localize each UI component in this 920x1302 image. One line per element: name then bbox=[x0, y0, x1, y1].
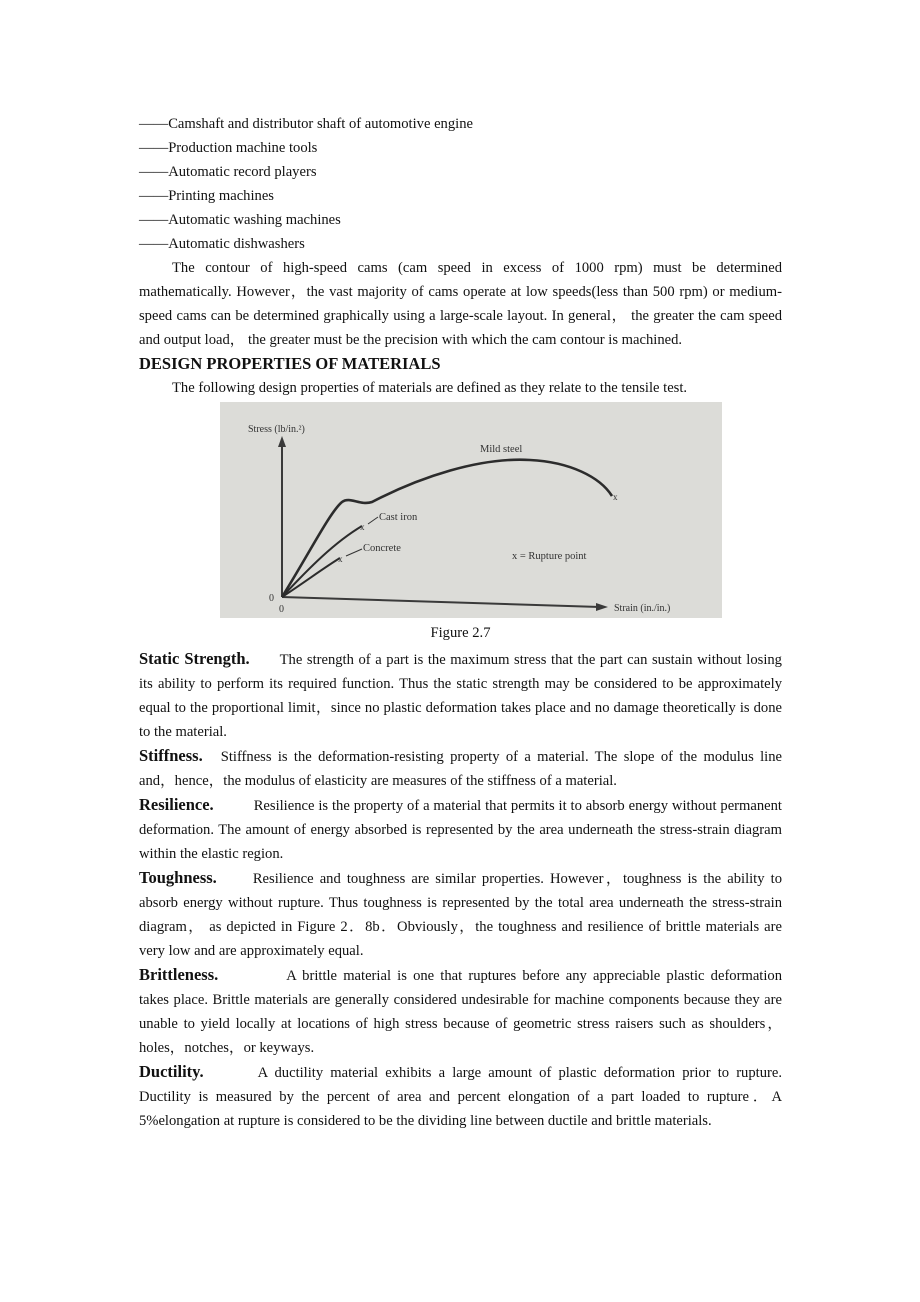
application-list bbox=[139, 112, 782, 256]
mild-steel-label: Mild steel bbox=[480, 444, 523, 455]
definition-text: Resilience is the property of a material that permits it to absorb energy without permanent deformation. The amount of energy absorbed is represented by the area underneath the stress-strain diagram within the elastic region. bbox=[139, 798, 782, 862]
definition-toughness bbox=[139, 866, 782, 963]
x-axis-label: Strain (in./in.) bbox=[614, 603, 671, 614]
definition-brittleness bbox=[139, 963, 782, 1060]
figure-caption: Figure 2.7 bbox=[430, 625, 491, 641]
definition-text: A brittle material is one that ruptures before any appreciable plastic deformation takes place. Brittle materials are generally considered undesirable for machine components because they are unable to yield locally at locations of high stress because of geometric stress raisers such as shoulders，holes，notches，or keyways. bbox=[139, 968, 782, 1056]
definition-text: Stiffness is the deformation-resisting property of a material. The slope of the modulus line and，hence，the modulus of elasticity are measures of the stiffness of a material. bbox=[139, 749, 782, 789]
definition-stiffness bbox=[139, 744, 782, 793]
definition-term: Brittleness. bbox=[139, 965, 219, 984]
cast-iron-label: Cast iron bbox=[379, 512, 418, 523]
rupture-marker-concrete: x bbox=[338, 554, 343, 564]
definition-term: Resilience. bbox=[139, 795, 214, 814]
stress-strain-figure bbox=[220, 402, 722, 618]
list-item: ——Automatic record players bbox=[139, 164, 317, 180]
list-item: ——Camshaft and distributor shaft of automotive engine bbox=[139, 116, 473, 132]
y-axis-label: Stress (lb/in.²) bbox=[248, 424, 305, 435]
rupture-marker-steel: x bbox=[613, 492, 618, 502]
list-item: ——Automatic dishwashers bbox=[139, 236, 305, 252]
definition-resilience bbox=[139, 793, 782, 866]
list-item: ——Production machine tools bbox=[139, 140, 318, 156]
document-page bbox=[139, 112, 782, 1133]
definition-static-strength bbox=[139, 647, 782, 744]
list-item: ——Printing machines bbox=[139, 188, 274, 204]
origin-y-label: 0 bbox=[269, 593, 274, 604]
rupture-marker-cast-iron: x bbox=[360, 522, 365, 532]
definition-term: Ductility. bbox=[139, 1062, 204, 1081]
definition-term: Toughness. bbox=[139, 868, 217, 887]
origin-x-label: 0 bbox=[279, 604, 284, 615]
definition-text: The strength of a part is the maximum stress that the part can sustain without losing its ability to perform its required function. Thus the static strength may be considered to be approximately equal to the proportional limit，since no plastic deformation takes place and no damage theoretically is done to the material. bbox=[139, 652, 782, 740]
definition-text: A ductility material exhibits a large amount of plastic deformation prior to rupture. Ductility is measured by the percent of area and percent elongation of a part loaded to rupture．A 5%elongation at rupture is considered to be the dividing line between ductile and brittle materials. bbox=[139, 1065, 782, 1129]
rupture-legend: x = Rupture point bbox=[512, 551, 587, 562]
definition-term: Static Strength. bbox=[139, 649, 250, 668]
definition-text: Resilience and toughness are similar properties. However，toughness is the ability to absorb energy without rupture. Thus toughness is represented by the total area underneath the stress-strain diagram， as depicted in Figure 2．8b．Obviously，the toughness and resilience of brittle materials are very low and are approximately equal. bbox=[139, 871, 782, 959]
concrete-label: Concrete bbox=[363, 543, 401, 554]
definition-term: Stiffness. bbox=[139, 746, 203, 765]
intro-paragraph: The contour of high-speed cams (cam speed in excess of 1000 rpm) must be determined mathematically. However，the vast majority of cams operate at low speeds(less than 500 rpm) or medium-speed cams can be determined graphically using a large-scale layout. In general， the greater the cam speed and output load， the greater must be the precision with which the cam contour is machined. bbox=[139, 260, 782, 348]
section-intro: The following design properties of materials are defined as they relate to the tensile test. bbox=[172, 380, 688, 396]
definition-ductility bbox=[139, 1060, 782, 1133]
section-heading: DESIGN PROPERTIES OF MATERIALS bbox=[139, 354, 441, 373]
list-item: ——Automatic washing machines bbox=[139, 212, 341, 228]
